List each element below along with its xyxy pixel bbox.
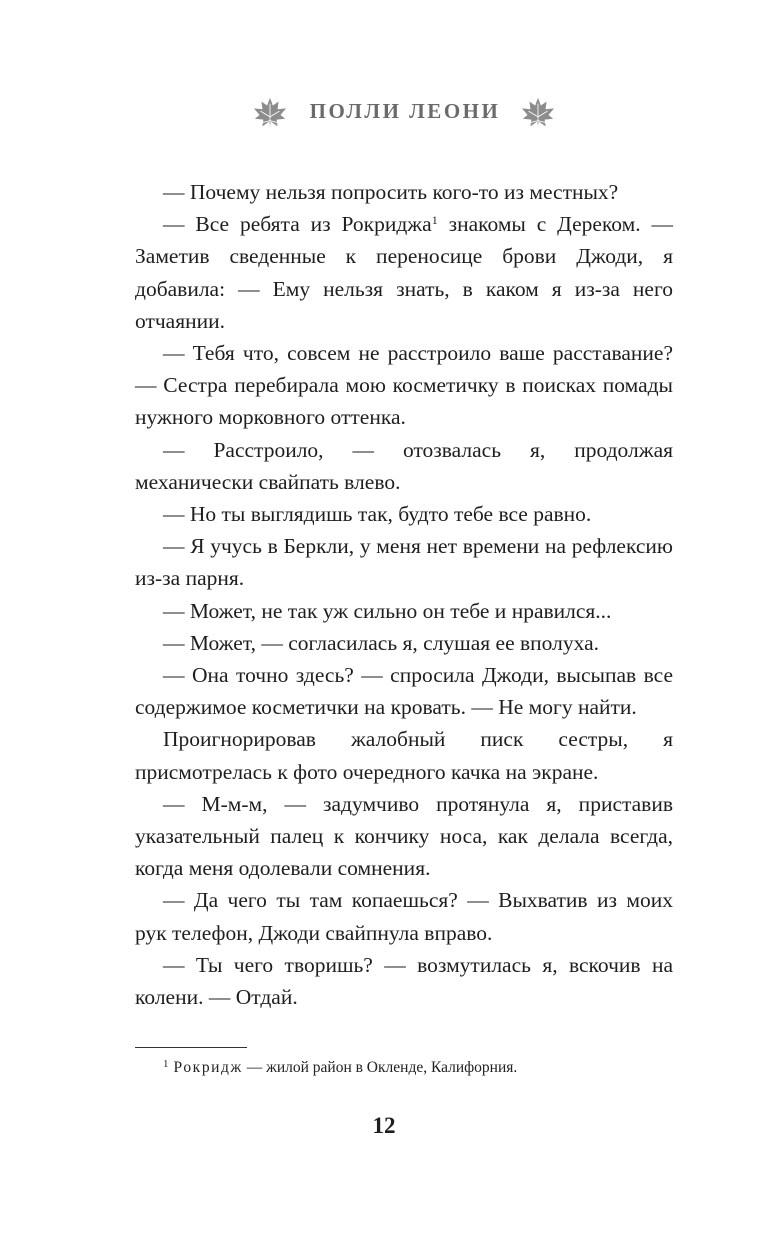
footnote (163, 1058, 683, 1077)
paragraph: — Может, — согласилась я, слушая ее вполуха. (163, 630, 599, 655)
footnote-reference: 1 (431, 213, 438, 228)
page-number: 12 (372, 1113, 396, 1138)
paragraph: — Может, не так уж сильно он тебе и нравился... (163, 598, 612, 623)
paragraph: — Я учусь в Беркли, у меня нет времени на рефлексию из-за парня. (135, 534, 673, 591)
body-text (135, 176, 673, 1013)
maple-leaf-icon (251, 96, 289, 132)
running-header (0, 96, 768, 132)
footnote-number: 1 (163, 1058, 169, 1070)
footnote-text: — жилой район в Окленде, Калифорния. (242, 1059, 518, 1076)
paragraph: — Она точно здесь? — спросила Джоди, высыпав все содержимое косметички на кровать. — Не могу найти. (135, 663, 673, 720)
paragraph: Проигнорировав жалобный писк сестры, я присмотрелась к фото очередного качка на экране. (135, 727, 673, 784)
footnote-term: Рокридж (173, 1059, 243, 1076)
paragraph-text: — Все ребята из Рокриджа (163, 212, 432, 237)
paragraph: — Ты чего творишь? — возмутилась я, вскочив на колени. — Отдай. (135, 952, 673, 1010)
paragraph: — Почему нельзя попросить кого-то из местных? (163, 180, 619, 204)
paragraph: — Да чего ты там копаешься? — Выхватив из моих рук телефон, Джоди свайпнула вправо. (135, 888, 673, 945)
paragraph: — М-м-м, — задумчиво протянула я, приставив указательный палец к кончику носа, как делала всегда, когда меня одолевали сомнения. (135, 791, 673, 881)
paragraph: — Расстроило, — отозвалась я, продолжая механически свайпать влево. (135, 437, 673, 494)
author-name: ПОЛЛИ ЛЕОНИ (309, 99, 501, 123)
maple-leaf-icon (519, 96, 557, 132)
paragraph: — Но ты выглядишь так, будто тебе все равно. (163, 502, 592, 527)
paragraph (135, 208, 673, 337)
footnote-divider (135, 1047, 247, 1048)
paragraph: — Тебя что, совсем не расстроило ваше расставание? — Сестра перебирала мою косметичку в поисках помады нужного морковного оттенка. (135, 341, 673, 430)
paragraph-text: знакомы с Дереком. — Заметив сведенные к переносице брови Джоди, я добавила: — Ему нельзя знать, в каком я из-за него отчаянии. (135, 212, 673, 333)
